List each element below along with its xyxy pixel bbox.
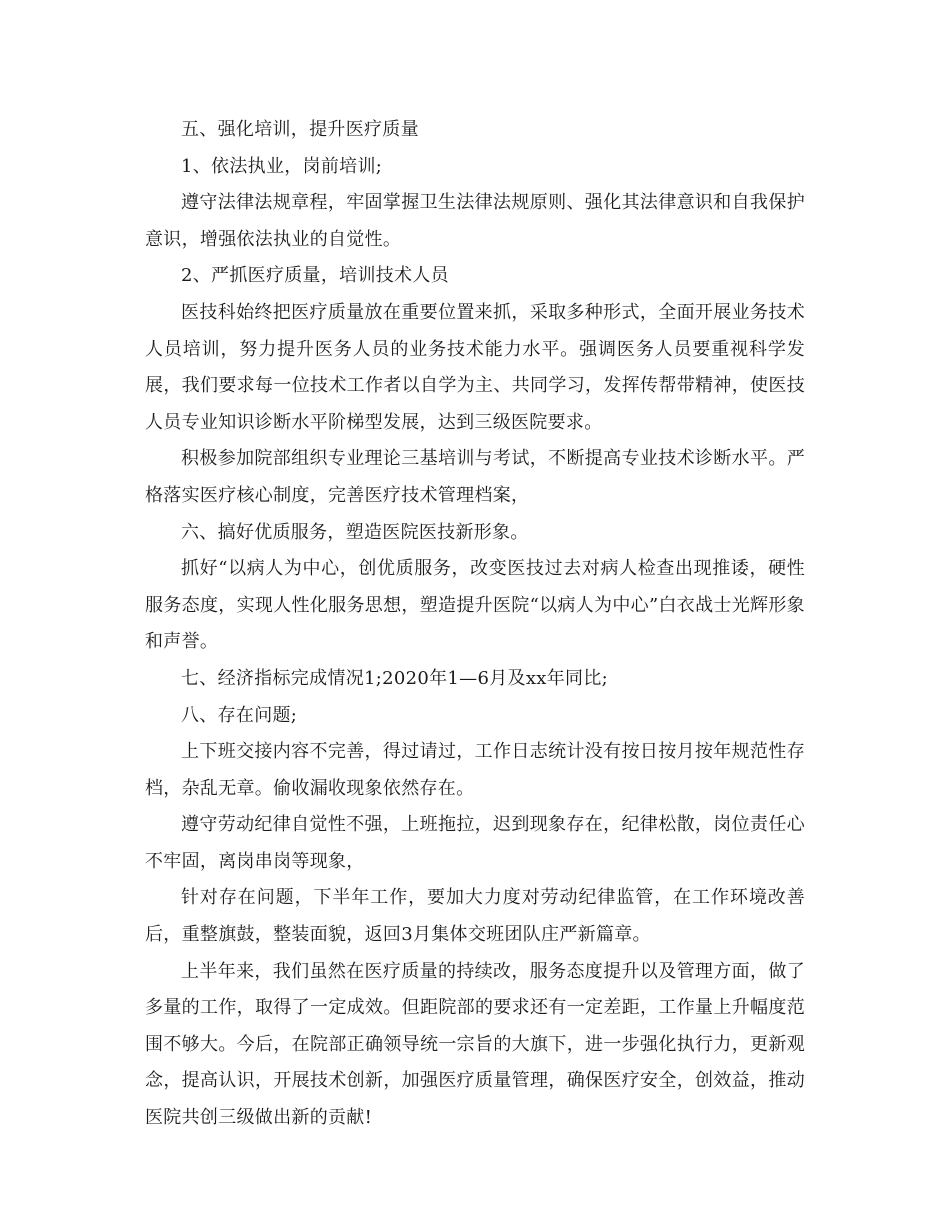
subheading-1: 1、依法执业，岗前培训; — [181, 155, 383, 177]
paragraph-training: 医技科始终把医疗质量放在重要位置来抓，采取多种形式，全面开展业务技术人员培训，努力提升医务人员的业务技术能力水平。强调医务人员要重视科学发展，我们要求每一位技术工作者以自学为主、共同学习，发挥传帮带精神，使医技人员专业知识诊断水平阶梯型发展，达到三级医院要求。 — [145, 301, 805, 433]
subheading-2: 2、严抓医疗质量，培训技术人员 — [181, 265, 449, 287]
paragraph-handover-issues: 上下班交接内容不完善，得过请过，工作日志统计没有按日按月按年规范性存档，杂乱无章。偷收漏收现象依然存在。 — [145, 741, 805, 799]
section-heading-8: 八、存在问题; — [181, 704, 298, 726]
section-heading-5: 五、强化培训，提升医疗质量 — [181, 119, 419, 140]
paragraph-exams: 积极参加院部组织专业理论三基培训与考试，不断提高专业技术诊断水平。严格落实医疗核心制度，完善医疗技术管理档案， — [145, 448, 805, 506]
paragraph-service: 抓好“以病人为中心，创优质服务，改变医技过去对病人检查出现推诿，硬性服务态度，实现人性化服务思想，塑造提升医院“以病人为中心”白衣战士光辉形象和声誉。 — [145, 558, 805, 653]
section-heading-7: 七、经济指标完成情况1;2020年1—6月及xx年同比; — [181, 667, 608, 689]
section-heading-6: 六、搞好优质服务，塑造医院医技新形象。 — [181, 521, 529, 543]
paragraph-next-half-plan: 针对存在问题，下半年工作，要加大力度对劳动纪律监管，在工作环境改善后，重整旗鼓，整装面貌，返回3月集体交班团队庄严新篇章。 — [145, 887, 805, 946]
paragraph-law-compliance: 遵守法律法规章程，牢固掌握卫生法律法规原则、强化其法律意识和自我保护意识，增强依法执业的自觉性。 — [145, 192, 805, 250]
document-body — [145, 112, 805, 1137]
paragraph-conclusion: 上半年来，我们虽然在医疗质量的持续改，服务态度提升以及管理方面，做了多量的工作，取得了一定成效。但距院部的要求还有一定差距，工作量上升幅度范围不够大。今后，在院部正确领导统一宗旨的大旗下，进一步强化执行力，更新观念，提高认识，开展技术创新，加强医疗质量管理，确保医疗安全，创效益，推动医院共创三级做出新的贡献! — [145, 960, 805, 1129]
paragraph-discipline-issues: 遵守劳动纪律自觉性不强，上班拖拉，迟到现象存在，纪律松散，岗位责任心不牢固，离岗串岗等现象， — [145, 814, 805, 872]
